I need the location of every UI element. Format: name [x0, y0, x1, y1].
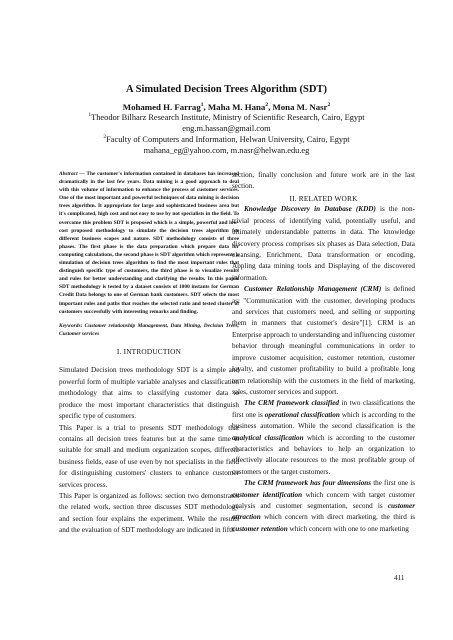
customer-attraction-term: customer attraction [232, 501, 415, 522]
paper-title: A Simulated Decision Trees Algorithm (SDT) [126, 84, 327, 95]
abstract-text: The customer's information contained in databases has increased dramatically in the last few years. Data mining is a good approach to deal with this volume of information to enhance the process of customer services. One of the most important and powerful techniques of data mining is decision trees algorithm. It appropriate for large and sophisticated business area but it's complicated, high cost and not easy to use by not specialists in the field. To overcome this problem SDT is proposed which is a simple, powerful and low-cost proposed methodology to simulate the decision trees algorithm for different business scopes and nature. SDT methodology consists of three phases. The first phase is the data preparation which prepare data for computing calculations, the second phase is SDT algorithm which represents a simulation of decision trees algorithm to find the most important rules that distinguish specific type of customers, the third phase is to visualize results and rules for better understanding and clarifying the results. In this paper SDT methodology is tested by a dataset consists of 1000 instants for German Credit Data belongs to one of German bank customers. SDT selects the most important rules and paths that reaches the selected ratio and tested cluster of customers successfully with interesting remarks and finding. [59, 171, 239, 315]
left-column [59, 170, 239, 537]
crm-text: is defined as: "Communication with the customer, developing products and services that customers need, and selling or supporting them in manners that customer's desire"[1]. CRM is an Enterprise approach to understanding and influencing customer behavior through meaningful communications in order to improve customer acquisition, customer retention, customer loyalty, and customer profitability to build a profitable long term relationship with the customers in the field of marketing, sales, customer services and support. [232, 285, 415, 396]
affiliation-1 [0, 113, 453, 123]
operational-classification-term: operational classification [264, 410, 340, 419]
dimensions-text-2: which concern with target customer analysis and customer segmentation, second is [232, 490, 415, 510]
customer-identification-term: customer identification [232, 490, 303, 499]
page-number: 411 [394, 574, 405, 582]
author-3-sup: 2 [327, 102, 331, 109]
framework-term: The CRM framework classified [244, 399, 340, 408]
affiliation-2-sup: 2 [103, 134, 107, 141]
framework-paragraph [232, 398, 415, 478]
framework-text-2: which is according to the business automation. While the second classification is the [232, 410, 415, 431]
kdd-text: is the non-trivial process of identifying valid, potentially useful, and ultimately understandable patterns in data. The knowledge discovery process comprises six phases as Data selection, Data cleansing, Enrichment, Data transformation or encoding, Appling data mining tools and Displaying of the discovered information. [232, 205, 416, 282]
crm-paragraph [232, 284, 415, 398]
affiliation-2 [0, 135, 453, 145]
intro-paragraph-1: Simulated Decision trees methodology SDT is a simple and powerful form of multiple variable analyses and classification methodology that aims to classifying customer data to produce the most important characteristics that distinguish specific type of customers. [59, 366, 239, 421]
kdd-paragraph [232, 204, 415, 284]
crm-term: Customer Relationship Management (CRM) [244, 285, 382, 294]
keywords-label: Keywords: [59, 322, 83, 329]
authors-line: Mohamed H. Farrag$^1$, Maha M. Hana$^2$, Mona M. Nasr$^2$ [122, 102, 331, 112]
email-1: eng.m.hassan@gmail.com [182, 124, 271, 133]
author-1-sup: 1 [200, 102, 204, 109]
intro-paragraph-3: This Paper is organized as follows: section two demonstrates the related work, section three discusses SDT methodology and section four explains the experiment. While the results and the evaluation of SDT methodology are indicated in fifth [59, 491, 239, 535]
affiliation-1-text: Theodor Bilharz Research Institute, Ministry of Scientific Research, Cairo, Egypt [91, 113, 365, 122]
abstract [59, 170, 239, 316]
abstract-label: Abstract [59, 171, 78, 177]
dimensions-paragraph [232, 478, 415, 535]
email-2: mahana_eg@yahoo.com, m.nasr@helwan.edu.eg [143, 146, 310, 155]
affiliation-1-sup: 1 [88, 112, 92, 119]
affiliation-2-text: Faculty of Computers and Information, Helwan University, Cairo, Egypt [106, 135, 350, 144]
intro-paragraph-2: This Paper is a trial to presents SDT methodology that contains all decision trees features but at the same time is suitable for small and medium organization scopes, different business fields, ease of use even by not specialists in the field for distinguishing customers' clusters to enhance customer services process. [59, 423, 239, 489]
intro-continuation: section, finally conclusion and future work are in the last section. [232, 171, 415, 191]
right-column [232, 170, 415, 535]
framework-text-1: in two classifications the first one is [232, 399, 415, 419]
author-2: Maha M. Hana [207, 102, 266, 112]
customer-retention-term: customer retention [232, 524, 288, 533]
dimensions-text-1: the first one is [371, 479, 415, 488]
author-2-sup: 2 [265, 102, 269, 109]
abstract-dash: — [77, 171, 87, 177]
framework-text-3: which is according to the customer characteristics and behaviors to help an organization to effectively allocate resources to the most profitable group of customers or the target customers. [232, 433, 415, 476]
keywords [59, 322, 239, 338]
dimensions-text-4: which concern with one to one marketing [287, 524, 409, 533]
keywords-text: Customer relationship Management, Data Mining, Decision Trees, Customer services [59, 322, 239, 337]
section-heading-related-work: II. RELATED WORK [289, 193, 358, 203]
analytical-classification-term: analytical classification [232, 433, 304, 442]
dimensions-text-3: which concern with direct marketing, the third is [260, 513, 415, 522]
kdd-term: Knowledge Discovery in Database (KDD) [244, 205, 376, 214]
author-1: Mohamed H. Farrag [122, 102, 201, 112]
section-heading-introduction: I. INTRODUCTION [116, 346, 182, 356]
author-3: Mona M. Nasr [272, 102, 328, 112]
dimensions-term: The CRM framework has four dimensions [244, 479, 372, 488]
